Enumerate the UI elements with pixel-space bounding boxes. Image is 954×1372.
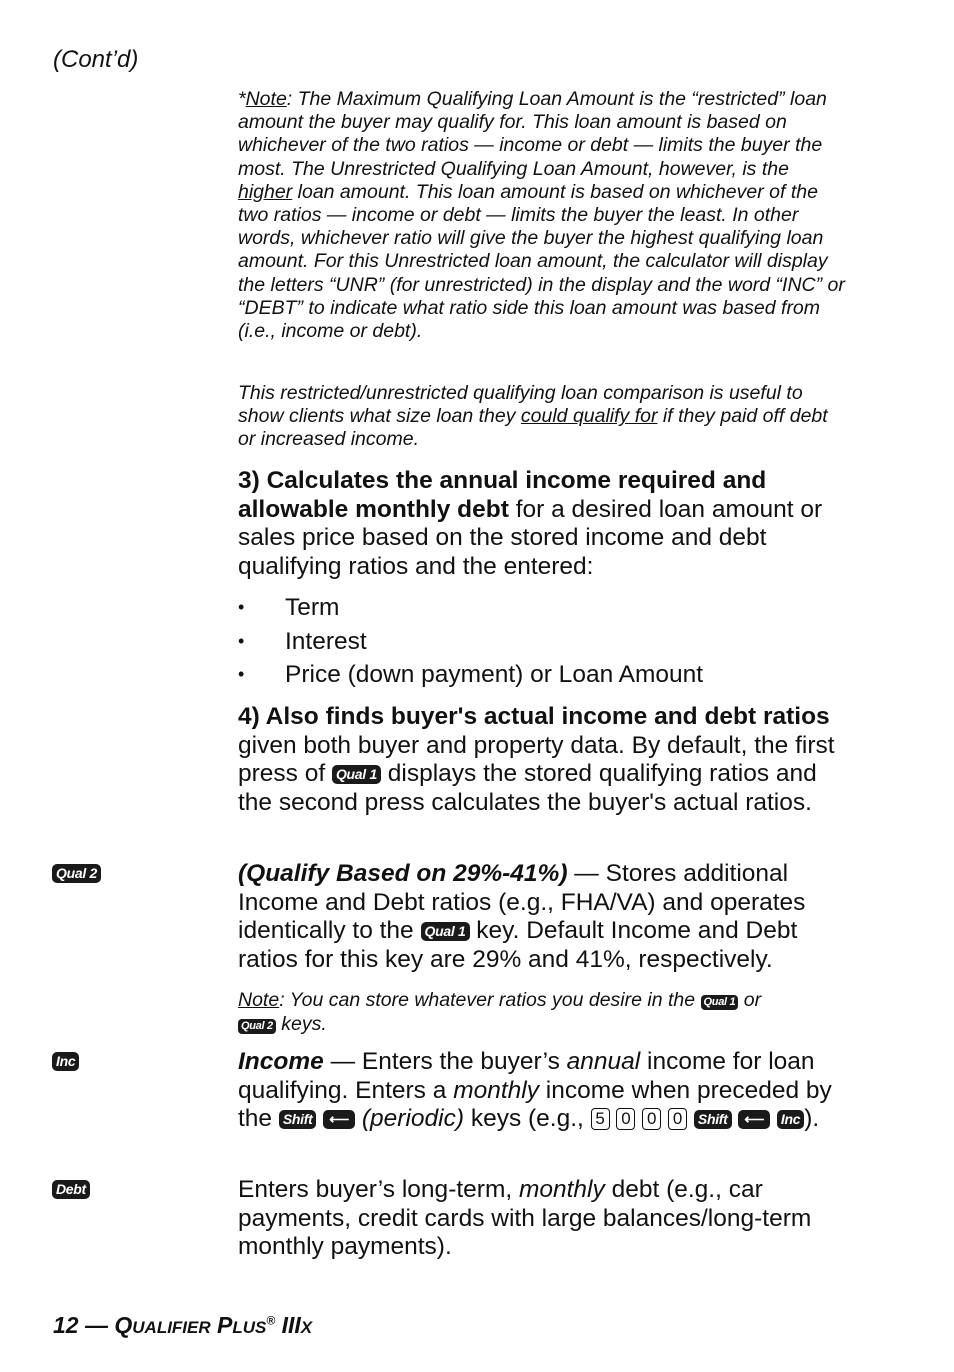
income-monthly: monthly (453, 1076, 539, 1104)
qual-2-section (238, 860, 848, 1036)
debt-text-2: debt (e.g., car payments, credit cards with large balances/long-term monthly payments). (238, 1176, 812, 1261)
comparison-text-2: if they paid off debt or increased income. (238, 405, 828, 451)
digit-5-key-icon: 5 (591, 1108, 610, 1130)
digit-0-key-icon: 0 (616, 1108, 635, 1130)
income-periodic: (periodic) (355, 1105, 465, 1133)
item-3-text: for a desired loan amount or sales price based on the stored income and debt qualifying ratios and the entered: (238, 495, 823, 580)
qual-2-text-2: key. Default Income and Debt ratios for this key are 29% and 41%, respectively. (238, 917, 798, 973)
income-text-3: income when preceded by the (238, 1076, 832, 1133)
income-text-4: keys (e.g., (464, 1105, 591, 1133)
debt-side-key (52, 1180, 90, 1201)
qual-note-label: Note (238, 989, 280, 1012)
shift-key-icon: Shift (694, 1110, 732, 1129)
qual-2-key-icon: Qual 2 (52, 864, 101, 883)
digit-0-key-icon: 0 (668, 1108, 687, 1130)
note-restricted-loan (238, 88, 848, 343)
qual-2-dash: — (567, 860, 606, 887)
qual-2-side-key (52, 864, 101, 885)
inc-key-icon: Inc (52, 1052, 79, 1071)
note-higher: higher (238, 180, 293, 203)
item-4-text-1: given both buyer and property data. By default, the first press of (238, 731, 835, 788)
item-3-section (238, 467, 848, 692)
item-4-section (238, 703, 848, 817)
inc-key-icon: Inc (777, 1110, 804, 1129)
qual-1-key-icon: Qual 1 (701, 995, 739, 1010)
note-text-1: : The Maximum Qualifying Loan Amount is the “restricted” loan amount the buyer may qualify for. This loan amount is based on whichever of the two ratios — income or debt — limits the buyer the most. The Unrestricted Qualifying Loan Amount, however, is the (238, 88, 827, 180)
income-text-5: ). (804, 1105, 820, 1133)
digit-0-key-icon: 0 (642, 1108, 661, 1130)
qual-note-or: or (738, 989, 762, 1012)
income-section (238, 1048, 848, 1134)
income-text-1: Enters the buyer’s (361, 1048, 567, 1075)
item-3-bullets (238, 591, 848, 692)
note-comparison (238, 382, 848, 452)
shift-key-icon: Shift (279, 1110, 317, 1129)
qual-1-key-icon: Qual 1 (332, 765, 381, 784)
item-4-heading: 4) Also finds buyer's actual income and debt ratios (238, 703, 830, 730)
note-star: * (238, 88, 246, 110)
debt-monthly: monthly (518, 1176, 605, 1203)
qual-2-key-icon: Qual 2 (238, 1019, 276, 1034)
income-annual: annual (566, 1048, 641, 1075)
bullet-dot: • (238, 597, 245, 618)
income-title: Income (238, 1048, 324, 1075)
item-3-heading: 3) Calculates the annual income required and allowable monthly debt (238, 467, 767, 523)
registered-mark: ® (266, 1313, 276, 1328)
income-text-2: income for loan qualifying. Enters a (238, 1048, 815, 1104)
comparison-underlined: could qualify for (520, 405, 658, 428)
note-text-2: loan amount. This loan amount is based on whichever of the two ratios — income or debt — limits the buyer the least. In other words, whichever ratio will give the buyer the highest qualifying loan amount. For this Unrestricted loan amount, the calculator will display the letters “UNR” (for unrestricted) in the display and the word “INC” or “DEBT” to indicate what ratio side this loan amount was based from (i.e., income or debt). (238, 180, 845, 343)
bullet-dot: • (238, 630, 245, 651)
page-footer: 12 — QUALIFIER PLUS® IIIX (53, 1312, 313, 1338)
qual-note-text-2: keys. (275, 1013, 327, 1036)
qual-1-key-icon: Qual 1 (421, 922, 470, 941)
debt-section (238, 1176, 848, 1262)
debt-key-icon: Debt (52, 1180, 90, 1199)
comparison-text-1: This restricted/unrestricted qualifying loan comparison is useful to show clients what size loan they (238, 382, 803, 428)
continued-label: (Cont’d) (53, 46, 139, 73)
debt-text-1: Enters buyer’s long-term, (238, 1176, 519, 1203)
item-4-text-2: displays the stored qualifying ratios and the second press calculates the buyer's actual ratios. (238, 760, 817, 816)
qual-2-text-1: Stores additional Income and Debt ratios (e.g., FHA/VA) and operates identically to the (238, 860, 806, 945)
arrow-key-icon: ⟵ (738, 1110, 770, 1129)
income-dash: — (323, 1048, 362, 1075)
inc-side-key (52, 1052, 79, 1073)
qual-2-title: (Qualify Based on 29%-41%) (238, 860, 568, 887)
bullet-dot: • (238, 664, 245, 685)
list-item: • Term (238, 591, 848, 625)
arrow-key-icon: ⟵ (323, 1110, 355, 1129)
qual-note-text-1: : You can store whatever ratios you desire in the (279, 989, 701, 1012)
list-item: • Interest (238, 625, 848, 659)
note-label: Note (245, 88, 287, 110)
footer-page-number: 12 — Q (53, 1312, 133, 1338)
list-item: • Price (down payment) or Loan Amount (238, 658, 848, 692)
